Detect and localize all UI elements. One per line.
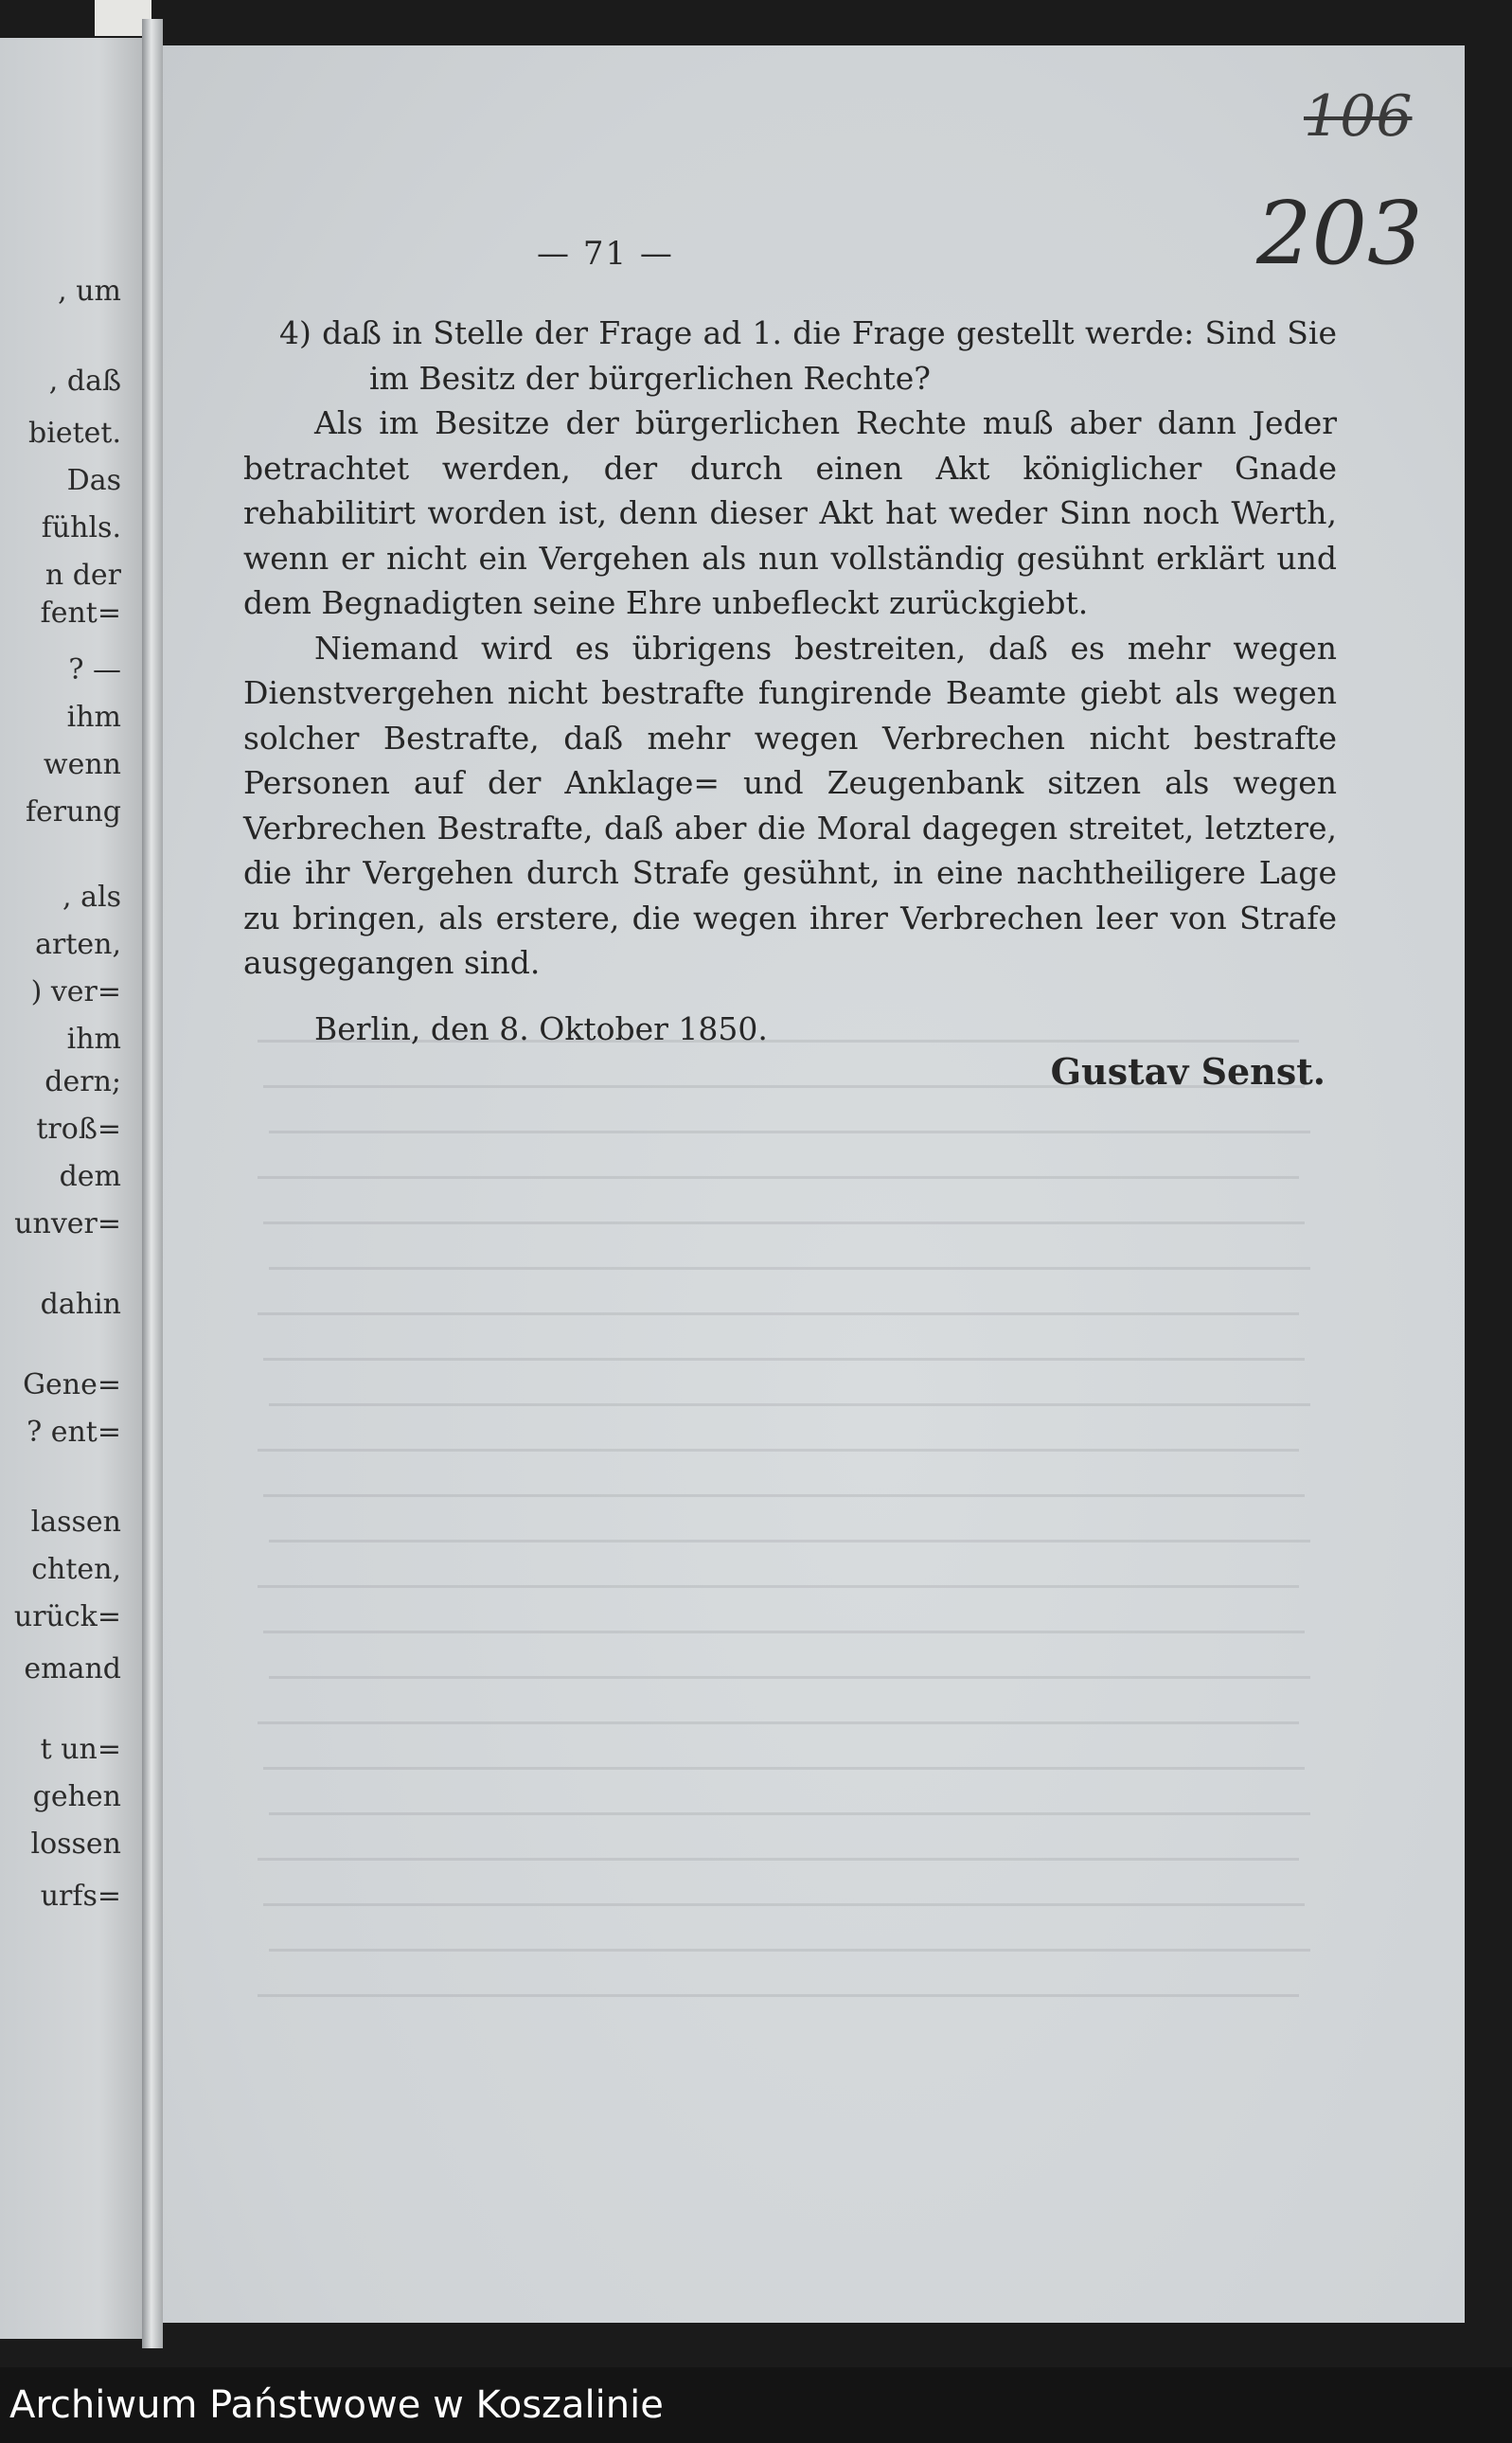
folio-number-new: 203 <box>1256 183 1423 284</box>
binding-gutter <box>142 19 163 2348</box>
left-page-fragment: n der <box>44 559 121 592</box>
left-page-fragment: dern; <box>44 1065 121 1098</box>
left-page-fragment: ferung <box>25 795 121 829</box>
show-through-line <box>269 1267 1310 1270</box>
left-page-fragment: troß= <box>36 1113 121 1146</box>
left-page-fragment: fühls. <box>41 511 121 544</box>
show-through-line <box>263 1767 1305 1770</box>
left-page-fragment: arten, <box>35 928 121 961</box>
left-page-fragment: ? ent= <box>27 1416 121 1449</box>
show-through-line <box>258 1994 1299 1997</box>
left-page-fragment: ) ver= <box>30 975 121 1008</box>
left-page-fragment: , um <box>58 275 121 308</box>
show-through-line <box>258 1176 1299 1179</box>
paragraph-morality: Niemand wird es übrigens bestreiten, daß es mehr wegen Dienstvergehen nicht bestrafte fungirende Beamte giebt als wegen solcher Bestrafte, daß mehr wegen Verbrechen nicht bestrafte Personen auf der Anklage= und Zeugenbank sitzen als wegen Verbrechen Bestrafte, daß aber die Moral dagegen streitet, letztere, die ihr Vergehen durch Strafe gesühnt, in eine nachtheiligere Lage zu bringen, als erstere, die wegen ihrer Verbrechen leer von Strafe ausgegangen sind. <box>243 629 1337 981</box>
paragraph-rehabilitation: Als im Besitze der bürgerlichen Rechte muß aber dann Jeder betrachtet werden, der durch einen Akt königlicher Gnade rehabilitirt worden ist, denn dieser Akt hat weder Sinn noch Werth, wenn er nicht ein Vergehen als nun vollständig gesühnt erklärt und dem Begnadigten seine Ehre unbefleckt zurückgiebt. <box>243 404 1337 621</box>
show-through-line <box>258 1858 1299 1861</box>
show-through-line <box>258 1721 1299 1724</box>
left-page-fragment: urück= <box>13 1600 121 1633</box>
left-page-fragment: fent= <box>40 597 121 630</box>
left-page-fragment: gehen <box>32 1780 121 1813</box>
show-through-line <box>269 1812 1310 1815</box>
main-page <box>163 45 1465 2323</box>
folio-number-old: 106 <box>1304 83 1413 150</box>
left-page-fragment: lassen <box>30 1506 121 1539</box>
left-page-fragment: , als <box>62 881 121 914</box>
show-through-line <box>269 1131 1310 1133</box>
left-page-fragment: dahin <box>40 1288 121 1321</box>
left-page-fragment: Das <box>66 464 121 497</box>
left-page-fragment: lossen <box>30 1828 121 1861</box>
show-through-line <box>263 1494 1305 1497</box>
left-page-fragment: ihm <box>66 1023 121 1056</box>
left-page-fragment: urfs= <box>40 1880 121 1913</box>
left-page-fragment: , daß <box>48 365 121 398</box>
show-through-line <box>258 1449 1299 1452</box>
archive-footer <box>0 2367 1512 2443</box>
left-page-fragment: ? — <box>68 653 121 687</box>
left-page-fragment: t un= <box>40 1733 121 1766</box>
left-page-fragment: chten, <box>31 1553 121 1586</box>
left-page-fragment: wenn <box>43 748 121 781</box>
show-through-line <box>263 1631 1305 1633</box>
page-body <box>243 311 1337 1095</box>
page-number: — 71 — <box>537 235 674 273</box>
show-through-line <box>258 1585 1299 1588</box>
left-page-fragment: unver= <box>14 1207 121 1240</box>
archive-name: Archiwum Państwowe w Koszalinie <box>9 2383 664 2427</box>
left-page-fragment: Gene= <box>23 1368 121 1401</box>
signature: Gustav Senst. <box>1050 1050 1325 1093</box>
left-page-fragment: bietet. <box>28 417 121 450</box>
item-4: 4) daß in Stelle der Frage ad 1. die Frage gestellt werde: Sind Sie im Besitz der bürgerlichen Rechte? <box>279 314 1337 397</box>
show-through-line <box>269 1949 1310 1952</box>
show-through-line <box>263 1222 1305 1224</box>
show-through-lines <box>163 1040 1465 2129</box>
left-page-fragment: dem <box>59 1160 121 1193</box>
left-facing-page <box>0 38 142 2339</box>
dateline: Berlin, den 8. Oktober 1850. <box>314 1009 768 1047</box>
show-through-line <box>263 1903 1305 1906</box>
show-through-line <box>263 1358 1305 1361</box>
left-page-fragment: ihm <box>66 701 121 734</box>
show-through-line <box>269 1403 1310 1406</box>
left-page-fragment: emand <box>24 1652 121 1685</box>
show-through-line <box>269 1540 1310 1542</box>
show-through-line <box>269 1676 1310 1679</box>
show-through-line <box>258 1312 1299 1315</box>
